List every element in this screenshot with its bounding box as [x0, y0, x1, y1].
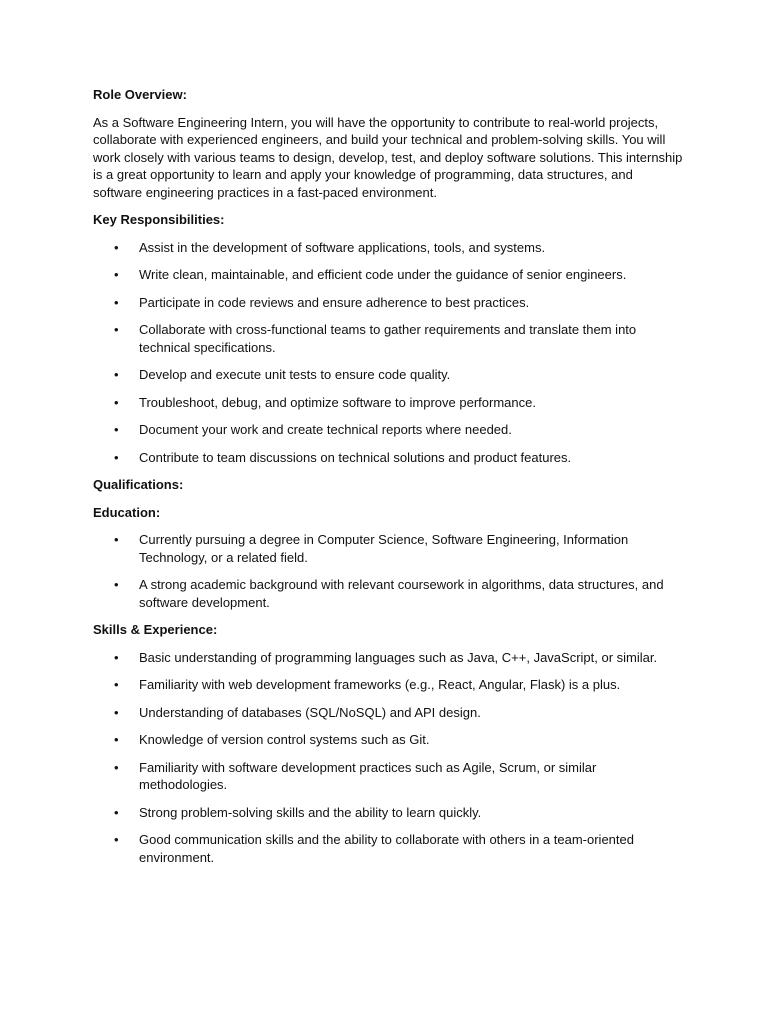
list-item-text: Collaborate with cross-functional teams to gather requirements and translate them into technical specifications.: [139, 322, 637, 355]
list-item: [93, 804, 683, 822]
list-item: [93, 266, 683, 284]
bullet-icon: •: [114, 532, 119, 547]
document-page: [93, 86, 683, 876]
bullet-icon: •: [114, 394, 119, 410]
list-item-text: Currently pursuing a degree in Computer Science, Software Engineering, Information Technology, or a related field.: [139, 532, 629, 565]
responsibilities-heading: Key Responsibilities:: [93, 212, 225, 227]
bullet-icon: •: [114, 804, 119, 820]
role-overview-paragraph: As a Software Engineering Intern, you will have the opportunity to contribute to real-world projects, collaborate with experienced engineers, and build your technical and problem-solving skills. You will work closely with various teams to design, develop, test, and deploy software solutions. This internship is a great opportunity to learn and apply your knowledge of programming, data structures, and software engineering practices in a fast-paced environment.: [93, 114, 683, 200]
skills-heading: Skills & Experience:: [93, 622, 218, 637]
list-item: [93, 449, 683, 467]
list-item: [93, 831, 683, 866]
bullet-icon: •: [114, 832, 119, 847]
list-item: [93, 421, 683, 439]
bullet-icon: •: [114, 732, 119, 747]
list-item: [93, 321, 683, 356]
bullet-icon: •: [114, 267, 119, 282]
bullet-icon: •: [114, 577, 119, 592]
list-item-text: Develop and execute unit tests to ensure code quality.: [139, 367, 451, 382]
list-item-text: Document your work and create technical reports where needed.: [139, 422, 512, 437]
bullet-icon: •: [114, 422, 119, 437]
list-item-text: Understanding of databases (SQL/NoSQL) and API design.: [139, 704, 481, 720]
list-item-text: Write clean, maintainable, and efficient code under the guidance of senior engineers.: [139, 267, 627, 282]
list-item: [93, 759, 683, 794]
bullet-icon: •: [114, 449, 119, 465]
qualifications-heading: Qualifications:: [93, 477, 184, 492]
bullet-icon: •: [114, 322, 119, 337]
responsibilities-list: [93, 239, 683, 467]
list-item-text: Assist in the development of software applications, tools, and systems.: [139, 239, 546, 255]
list-item-text: Familiarity with web development frameworks (e.g., React, Angular, Flask) is a plus.: [139, 677, 621, 692]
role-overview-heading: Role Overview:: [93, 87, 187, 102]
list-item: [93, 704, 683, 722]
list-item-text: Contribute to team discussions on technical solutions and product features.: [139, 449, 572, 465]
bullet-icon: •: [114, 704, 119, 720]
list-item-text: Knowledge of version control systems such as Git.: [139, 732, 430, 747]
list-item-text: Good communication skills and the ability to collaborate with others in a team-oriented environment.: [139, 832, 634, 865]
list-item: [93, 394, 683, 412]
list-item-text: A strong academic background with relevant coursework in algorithms, data structures, and software development.: [139, 577, 664, 610]
list-item-text: Familiarity with software development practices such as Agile, Scrum, or similar methodologies.: [139, 759, 597, 792]
bullet-icon: •: [114, 294, 119, 310]
bullet-icon: •: [114, 367, 119, 382]
bullet-icon: •: [114, 759, 119, 775]
list-item: [93, 239, 683, 257]
education-list: [93, 531, 683, 611]
list-item: [93, 676, 683, 694]
list-item: [93, 366, 683, 384]
list-item-text: Basic understanding of programming languages such as Java, C++, JavaScript, or similar.: [139, 649, 658, 665]
list-item: [93, 531, 683, 566]
bullet-icon: •: [114, 239, 119, 255]
list-item-text: Troubleshoot, debug, and optimize software to improve performance.: [139, 394, 536, 410]
list-item: [93, 294, 683, 312]
education-heading: Education:: [93, 504, 161, 520]
list-item: [93, 731, 683, 749]
list-item: [93, 649, 683, 667]
list-item-text: Participate in code reviews and ensure adherence to best practices.: [139, 294, 530, 310]
bullet-icon: •: [114, 649, 119, 665]
bullet-icon: •: [114, 677, 119, 692]
skills-list: [93, 649, 683, 867]
list-item-text: Strong problem-solving skills and the ability to learn quickly.: [139, 804, 482, 820]
list-item: [93, 576, 683, 611]
